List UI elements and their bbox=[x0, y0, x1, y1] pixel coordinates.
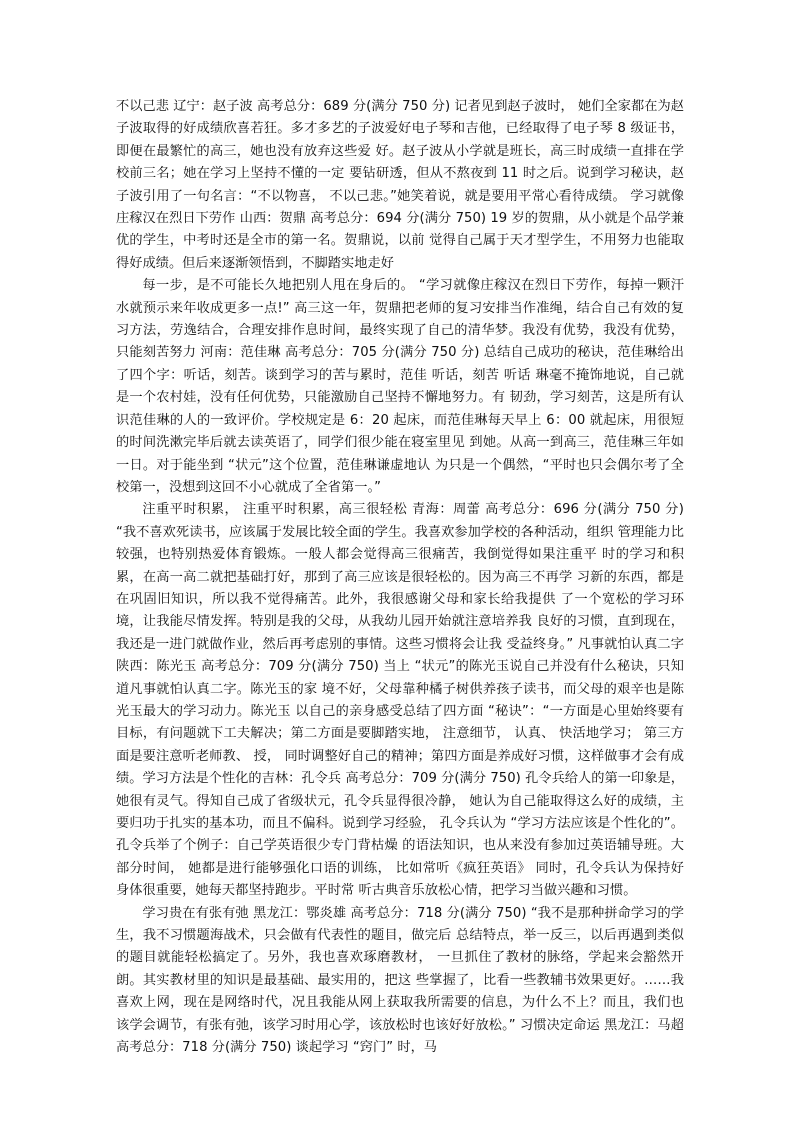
paragraph-3: 注重平时积累， 注重平时积累，高三很轻松 青海：周蕾 高考总分：696 分(满分 750 分) “我不喜欢死读书，应该属于发展比较全面的学生。我喜欢参加学校的各种活动，组织 管理能力比较强，也特别热爱体育锻炼。一般人都会觉得高三很痛苦，我倒觉得如果注重平 时的学习和积累，在高一高二就把基础打好，那到了高三应该是很轻松的。因为高三不再学 习新的东西，都是在巩固旧知识，所以我不觉得痛苦。此外，我很感谢父母和家长给我提供 了一个宽松的学习环境，让我能尽情发挥。特别是我的父母，从我幼儿园开始就注意培养我 良好的习惯，直到现在，我还是一进门就做作业，然后再考虑别的事情。这些习惯将会让我 受益终身。” 凡事就怕认真二字 陕西：陈光玉 高考总分：709 分(满分 750) 当上 “状元”的陈光玉说自己并没有什么秘诀，只知道凡事就怕认真二字。陈光玉的家 境不好，父母靠种橘子树供养孩子读书，而父母的艰辛也是陈光玉最大的学习动力。陈光玉 以自己的亲身感受总结了四方面 “秘诀”：“一方面是心里始终要有目标，有问题就下工夫解决；第二方面是要脚踏实地， 注意细节， 认真、 快活地学习； 第三方面是要注意听老师教、 授， 同时调整好自己的精神；第四方面是养成好习惯，这样做事才会有成绩。学习方法是个性化的吉林：孔令兵 高考总分：709 分(满分 750) 孔令兵给人的第一印象是，她很有灵气。得知自己成了省级状元，孔令兵显得很冷静， 她认为自己能取得这么好的成绩，主要归功于扎实的基本功，而且不偏科。说到学习经验， 孔令兵认为 “学习方法应该是个性化的”。孔令兵举了个例子：自己学英语很少专门背枯燥 的语法知识，也从来没有参加过英语辅导班。大部分时间， 她都是进行能够强化口语的训练， 比如常听《疯狂英语》 同时，孔令兵认为保持好身体很重要，她每天都坚持跑步。平时常 听古典音乐放松心情，把学习当做兴趣和习惯。 bbox=[116, 502, 684, 899]
document-body bbox=[116, 96, 684, 1059]
paragraph-1: 不以己悲 辽宁：赵子波 高考总分：689 分(满分 750 分) 记者见到赵子波时， 她们全家都在为赵子波取得的好成绩欣喜若狂。多才多艺的子波爱好电子琴和吉他，已经取得了电子琴 8 级证书，即便在最繁忙的高三，她也没有放弃这些爱 好。赵子波从小学就是班长，高三时成绩一直排在学校前三名；她在学习上坚持不懂的一定 要钻研透，但从不熬夜到 11 时之后。说到学习秘诀，赵子波引用了一句名言：“不以物喜， 不以己悲。”她笑着说，就是要用平常心看待成绩。 学习就像庄稼汉在烈日下劳作 山西：贺鼎 高考总分：694 分(满分 750) 19 岁的贺鼎，从小就是个品学兼优的学生，中考时还是全市的第一名。贺鼎说，以前 觉得自己属于天才型学生，不用努力也能取得好成绩。但后来逐渐领悟到，不脚踏实地走好 bbox=[116, 99, 684, 271]
paragraph-2: 每一步，是不可能长久地把别人甩在身后的。 “学习就像庄稼汉在烈日下劳作，每掉一颗汗 水就预示来年收成更多一点!” 高三这一年，贺鼎把老师的复习安排当作准绳，结合自己有效的复习方法，劳逸结合，合理安排作息时间，最终实现了自己的清华梦。我没有优势，我没有优势，只能刻苦努力 河南：范佳琳 高考总分：705 分(满分 750 分) 总结自己成功的秘诀，范佳琳给出了四个字：听话，刻苦。谈到学习的苦与累时，范佳 听话，刻苦 听话 琳毫不掩饰地说，自己就是一个农村娃，没有任何优势，只能激励自己坚持不懈地努力。有 韧劲，学习刻苦，这是所有认识范佳琳的人的一致评价。学校规定是 6：20 起床，而范佳琳每天早上 6：00 就起床，用很短的时间洗漱完毕后就去读英语了，同学们很少能在寝室里见 到她。从高一到高三，范佳琳三年如一日。对于能坐到 “状元”这个位置，范佳琳谦虚地认 为只是一个偶然，“平时也只会偶尔考了全校第一，没想到这回不小心就成了全省第一。” bbox=[116, 278, 684, 495]
paragraph-4: 学习贵在有张有弛 黑龙江：鄂炎雄 高考总分：718 分(满分 750) “我不是那种拼命学习的学生，我不习惯题海战术，只会做有代表性的题目，做完后 总结特点，举一反三，以后再遇到类似的题目就能轻松搞定了。另外，我也喜欢琢磨教材， 一旦抓住了教材的脉络，学起来会豁然开朗。其实教材里的知识是最基础、最实用的，把这 些掌握了，比看一些教辅书效果更好。……我喜欢上网，现在是网络时代，况且我能从网上获取我所需要的信息，为什么不上？而且，我们也该学会调节，有张有弛，该学习时用心学，该放松时也该好好放松。” 习惯决定命运 黑龙江：马超 高考总分：718 分(满分 750) 谈起学习 “窍门” 时，马 bbox=[116, 905, 684, 1056]
